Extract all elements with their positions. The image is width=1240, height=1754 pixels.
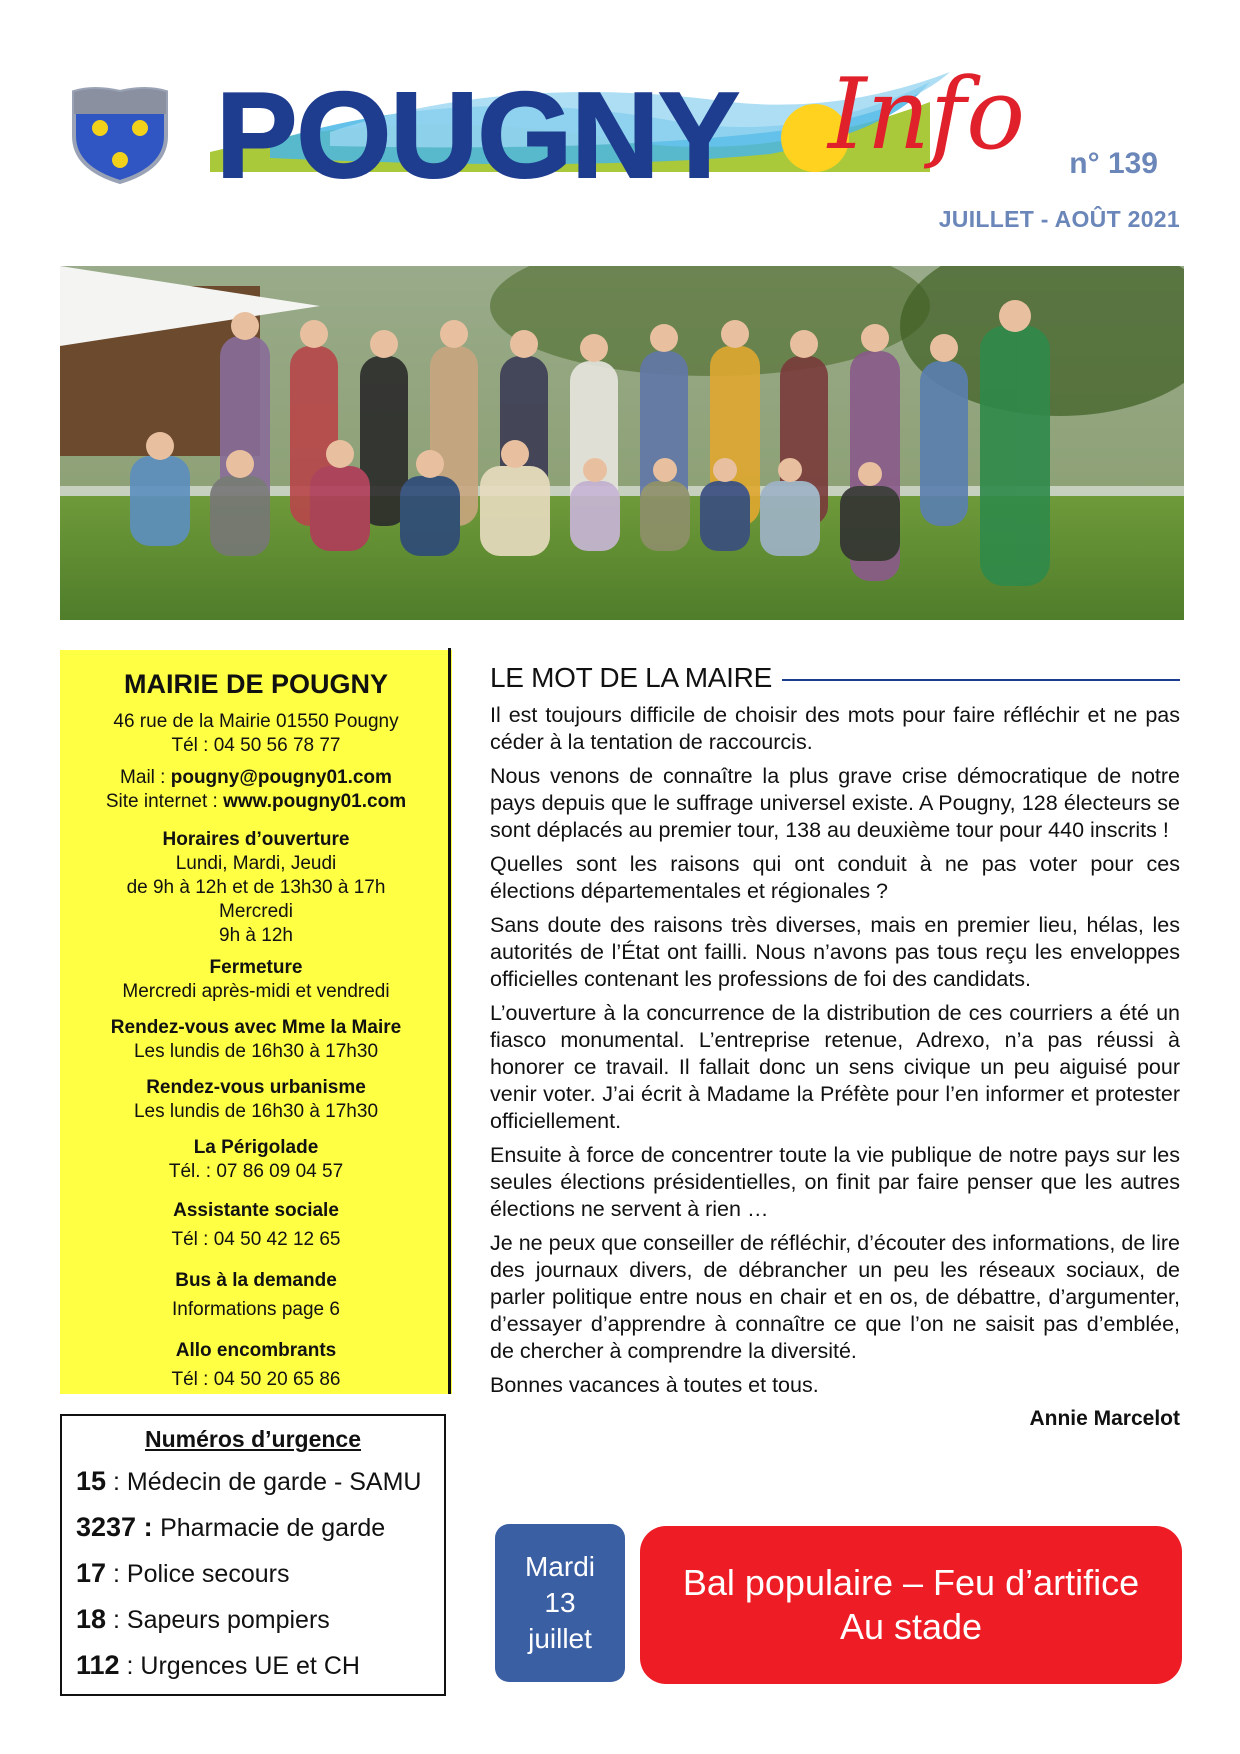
article-title: LE MOT DE LA MAIRE xyxy=(490,662,772,693)
emergency-row xyxy=(76,1597,430,1643)
hours-times: de 9h à 12h et de 13h30 à 17h xyxy=(126,877,386,898)
event-title: Bal populaire – Feu d’artifice xyxy=(682,1562,1140,1603)
event-date-badge xyxy=(495,1524,625,1682)
mayor-editorial xyxy=(490,662,1180,1431)
rdv-maire-text: Les lundis de 16h30 à 17h30 xyxy=(133,1041,379,1062)
emergency-number: 15 xyxy=(76,1466,107,1496)
emergency-number: 17 xyxy=(76,1558,107,1588)
hours-days: Lundi, Mardi, Jeudi xyxy=(175,853,337,874)
emergency-sep: : xyxy=(106,1468,127,1496)
column-divider xyxy=(448,648,451,1394)
title-rule xyxy=(782,679,1180,681)
mail-label: Mail : xyxy=(120,767,171,788)
social-phone: Tél : 04 50 42 12 65 xyxy=(171,1229,341,1250)
emergency-row xyxy=(76,1551,430,1597)
emergency-label: Police secours xyxy=(126,1560,290,1588)
event-location: Au stade xyxy=(839,1606,983,1647)
event-date: 13 xyxy=(544,1587,576,1618)
social-title: Assistante sociale xyxy=(173,1200,339,1221)
perigolade-phone: Tél. : 07 86 09 04 57 xyxy=(168,1161,344,1182)
mail-link[interactable]: pougny@pougny01.com xyxy=(170,767,392,788)
emergency-number: 112 xyxy=(76,1650,120,1680)
emergency-sep: : xyxy=(106,1606,127,1634)
article-signature: Annie Marcelot xyxy=(1029,1407,1180,1430)
article-paragraph: L’ouverture à la concurrence de la distribution de ces courriers a été un fiasco monumental. L’entreprise retenue, Adrexo, n’a pas réussi à honorer ce travail. Il fallait donc un sens civique un peu aiguisé pour venir voter. J’ai écrit à Madame la Préfète pour l’en informer et protester officiellement. xyxy=(490,1001,1180,1133)
issue-number: n° 139 xyxy=(1069,147,1158,180)
article-paragraph: Je ne peux que conseiller de réfléchir, d’écouter des informations, de lire des journaux divers, de débrancher un peu les réseaux sociaux, de parler politique entre nous en chair et en os, de débattre, d’argumenter, d’essayer d’apprendre à connaître ce que l’on ne saisit pas d’emblée, de chercher à comprendre la diversité. xyxy=(490,1231,1180,1363)
site-link[interactable]: www.pougny01.com xyxy=(223,791,407,812)
article-paragraph: Sans doute des raisons très diverses, mais en premier lieu, hélas, les autorités de l’État ont failli. Nous n’avons pas tous reçu les enveloppes officielles contenant les professions de foi des candidats. xyxy=(490,913,1180,991)
emergency-sep: : xyxy=(119,1652,141,1680)
article-paragraph: Nous venons de connaître la plus grave crise démocratique de notre pays depuis que le suffrage universel existe. A Pougny, 128 électeurs se sont déplacés au premier tour, 138 au deuxième tour pour 440 inscrits ! xyxy=(490,764,1180,842)
rdv-urbanisme-text: Les lundis de 16h30 à 17h30 xyxy=(133,1101,379,1122)
article-paragraph: Ensuite à force de concentrer toute la vie publique de notre pays sur les seules élections présidentielles, on finit par faire penser que les autres élections ne servent à rien … xyxy=(490,1143,1180,1221)
article-paragraph: Bonnes vacances à toutes et tous. xyxy=(490,1373,819,1397)
event-banner xyxy=(640,1526,1182,1684)
coat-of-arms-logo xyxy=(68,84,172,186)
emergency-row xyxy=(76,1643,430,1689)
emergency-row xyxy=(76,1505,430,1551)
emergency-number: 18 xyxy=(76,1604,107,1634)
emergency-label: Pharmacie de garde xyxy=(160,1514,386,1542)
emergency-numbers-box xyxy=(60,1414,446,1696)
emergency-label: Urgences UE et CH xyxy=(140,1652,360,1680)
masthead-logo xyxy=(210,58,1040,203)
emergency-title: Numéros d’urgence xyxy=(145,1426,361,1452)
emergency-label: Sapeurs pompiers xyxy=(126,1606,330,1634)
issue-period: JUILLET - AOÛT 2021 xyxy=(938,206,1180,232)
closing-title: Fermeture xyxy=(209,957,303,978)
encombrants-phone: Tél : 04 50 20 65 86 xyxy=(171,1369,341,1390)
bus-title: Bus à la demande xyxy=(175,1270,337,1291)
hours-wednesday-time: 9h à 12h xyxy=(219,925,293,946)
perigolade-title: La Périgolade xyxy=(193,1137,319,1158)
mairie-info-box xyxy=(60,650,452,1394)
rdv-maire-title: Rendez-vous avec Mme la Maire xyxy=(110,1017,402,1038)
emergency-sep: : xyxy=(106,1560,127,1588)
brand-name: POUGNY xyxy=(216,67,739,203)
site-label: Site internet : xyxy=(105,791,224,812)
bus-text: Informations page 6 xyxy=(172,1299,340,1320)
emergency-number: 3237 xyxy=(76,1512,137,1542)
brand-script: Info xyxy=(828,58,1026,172)
article-paragraph: Quelles sont les raisons qui ont conduit à ne pas voter pour ces élections départementales et régionales ? xyxy=(490,852,1180,903)
emergency-sep: : xyxy=(136,1512,161,1542)
event-day: Mardi xyxy=(524,1551,595,1582)
hours-title: Horaires d’ouverture xyxy=(162,829,350,850)
closing-text: Mercredi après-midi et vendredi xyxy=(122,981,390,1002)
mairie-address: 46 rue de la Mairie 01550 Pougny xyxy=(113,711,399,732)
mairie-title: MAIRIE DE POUGNY xyxy=(123,669,389,699)
rdv-urbanisme-title: Rendez-vous urbanisme xyxy=(146,1077,366,1098)
emergency-label: Médecin de garde - SAMU xyxy=(126,1468,422,1496)
encombrants-title: Allo encombrants xyxy=(175,1340,337,1361)
article-header xyxy=(490,662,1180,694)
event-month: juillet xyxy=(528,1623,592,1654)
hours-wednesday: Mercredi xyxy=(219,901,293,922)
emergency-row xyxy=(76,1459,430,1505)
group-photo xyxy=(60,266,1184,620)
article-paragraph: Il est toujours difficile de choisir des mots pour faire réfléchir et ne pas céder à la tentation de raccourcis. xyxy=(490,703,1180,754)
mairie-phone: Tél : 04 50 56 78 77 xyxy=(171,735,341,756)
